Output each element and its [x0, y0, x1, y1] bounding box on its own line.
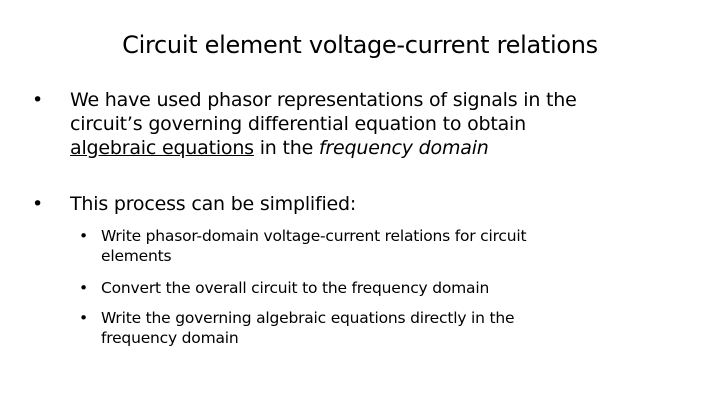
bullet-item [32, 192, 672, 218]
bullet-marker: • [32, 89, 44, 111]
underlined-phrase: algebraic equations [70, 137, 254, 159]
bullet-connector-text: in the [253, 137, 319, 159]
sub-bullet-line: Write the governing algebraic equations directly in the [101, 309, 515, 327]
sub-bullet-text [101, 278, 641, 298]
sub-bullet-line: Write phasor-domain voltage-current relations for circuit [101, 227, 527, 245]
bullet-line [70, 136, 670, 160]
sub-bullet-text [101, 308, 641, 348]
slide-title: Circuit element voltage-current relations [122, 31, 598, 59]
bullet-text [70, 88, 670, 160]
bullet-item [32, 88, 672, 168]
sub-bullet-line: Convert the overall circuit to the frequency domain [101, 279, 490, 297]
sub-bullet-marker: • [79, 309, 88, 327]
bullet-marker: • [32, 193, 44, 215]
bullet-text: This process can be simplified: [70, 193, 357, 215]
sub-bullet-marker: • [79, 279, 88, 297]
bullet-line: We have used phasor representations of signals in the [70, 89, 577, 111]
bullet-line: circuit’s governing differential equation to obtain [70, 113, 526, 135]
sub-bullet-line: frequency domain [101, 329, 239, 347]
sub-bullet-line: elements [101, 247, 172, 265]
italic-phrase: frequency domain [318, 137, 489, 159]
sub-bullet-text [101, 226, 641, 266]
sub-bullet-marker: • [79, 227, 88, 245]
